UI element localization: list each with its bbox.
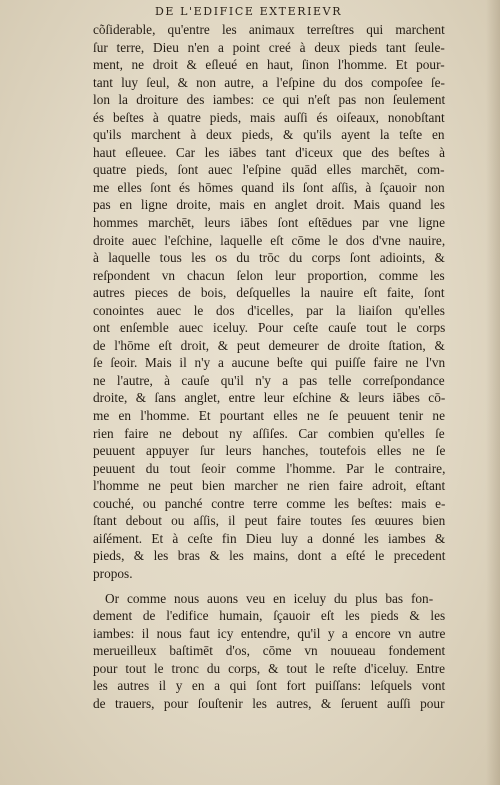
text-line: pas en ligne droite, mais en anglet droit. Mais quand les (93, 197, 445, 213)
text-line: couché, ou panché contre terre comme les beſtes: mais e- (93, 495, 446, 511)
text-line: peuuent du tout ſeoir comme l'homme. Par le contraire, (93, 460, 446, 476)
text-line: ſur terre, Dieu n'en a point creé à deux pieds tant ſeule- (93, 39, 445, 55)
text-line: de l'hōme eſt droit, & peut demeurer de droite ſtation, & (93, 337, 445, 353)
text-line: tant luy ſeul, & non autre, a l'eſpine du dos compoſee ſe- (93, 74, 445, 90)
text-line: Or comme nous auons veu en iceluy du plus bas fon- (105, 590, 434, 606)
text-line: dement de l'edifice humain, ſçauoir eſt les pieds & les (93, 608, 446, 624)
text-line: peuuent appuyer ſur leurs hanches, toutefois elles ne ſe (93, 443, 446, 459)
text-line: me en l'homme. Et pourtant elles ne ſe peuuent tenir ne (93, 408, 445, 424)
text-line: haut eſleuee. Car les iābes tant d'iceux que des beſtes à (93, 144, 446, 160)
text-line: qu'ils marchent à deux pieds, & qu'ils ayent la teſte en (93, 127, 445, 143)
text-line: rien faire ne debout ny aſſiſes. Car combien qu'elles ſe (93, 425, 445, 441)
text-line: autres pieces de bois, deſquelles la nauire eſt faite, ſont (93, 285, 445, 301)
text-line: de trauers, pour ſouſtenir les autres, & ſeruent auſſi pour (93, 695, 445, 711)
text-line: merueilleux baſtimēt d'os, cōme vn nouueau fondement (93, 643, 446, 659)
paragraph-gap (93, 583, 445, 590)
text-line: me elles ſont és hōmes quand ils ſont aſſis, à ſçauoir non (93, 179, 445, 195)
text-line: l'homme ne peut bien marcher ne rien faire adroit, eſtant (93, 478, 446, 494)
text-line: aiſément. Et à ceſte fin Dieu luy a donné les iambes & (93, 530, 446, 546)
text-line: ment, ne droit & eſleué en haut, ſinon l'homme. Et pour- (93, 57, 445, 73)
text-line: ſe ſeoir. Mais il n'y a aucune beſte qui puiſſe faire ne l'vn (93, 355, 446, 371)
text-block (93, 21, 445, 712)
text-line: és beſtes à quatre pieds, mais auſſi és oiſeaux, nonobſtant (93, 109, 445, 125)
paragraph-2 (93, 590, 445, 713)
text-line: droite auec l'eſchine, laquelle eſt cōme le dos d'vne nauire, (93, 232, 446, 248)
text-line: pieds, & les bras & les mains, dont a eſté le precedent (93, 548, 446, 564)
text-line: ſtant debout ou aſſis, il peut faire toutes ſes œuures bien (93, 513, 446, 529)
page-edge-shadow (486, 0, 500, 785)
text-line: lon la droiture des iambes: ce qui n'eſt pas non ſeulement (93, 92, 446, 108)
text-line: iambes: il nous faut icy entendre, qu'il y a encore vn autre (93, 625, 446, 641)
text-line: quatre pieds, ſont auec l'eſpine quād elles marchēt, com- (93, 162, 445, 178)
text-line: conointes auec le dos d'icelles, par la liaiſon qu'elles (93, 302, 445, 318)
running-head: DE L'EDIFICE EXTERIEVR (155, 5, 343, 18)
text-line: les autres il y en a qui ſont fort puiſſans: leſquels vont (93, 678, 446, 694)
paragraph-1 (93, 21, 445, 583)
text-line: pour tout le tronc du corps, & tout le reſte d'iceluy. Entre (93, 660, 446, 676)
text-line: ne l'autre, à cauſe qu'il n'y a pas telle correſpondance (93, 372, 445, 388)
text-line: reſpondent vn chacun ſelon leur proportion, comme les (93, 267, 445, 283)
text-line: propos. (93, 565, 133, 581)
text-line: hommes marchēt, leurs iābes ſont eſtēdues par vne ligne (93, 215, 445, 231)
text-line: cõſiderable, qu'entre les animaux terreſtres qui marchent (93, 22, 445, 37)
text-line: droite, & ſans anglet, entre leur eſchine & leurs iābes cō- (93, 390, 446, 406)
text-line: à laquelle tous les os du trōc du corps ſont adioints, & (93, 250, 445, 266)
text-line: ont enſemble auec iceluy. Pour ceſte cauſe tout le corps (93, 320, 446, 336)
